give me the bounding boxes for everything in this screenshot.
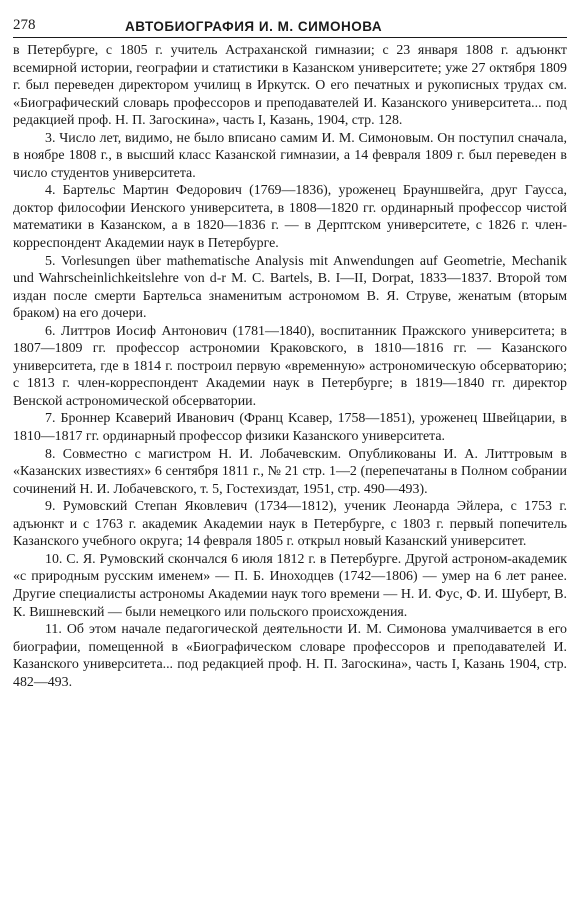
note-4: 4. Бартельс Мартин Федорович (1769—1836), уроженец Брауншвейга, друг Гаусса, доктор философии Иенского университета, в 1808—1820 гг. ординарный профессор чистой математики в Казанском, а в 1820—1836 г. — в Дерптском университете, с 1826 г. член-корреспондент Академии наук в Петербурге.: [13, 183, 567, 252]
notes-body: [13, 42, 567, 691]
note-9: 9. Румовский Степан Яковлевич (1734—1812), ученик Леонарда Эйлера, с 1753 г. адъюнкт и с 1763 г. академик Академии наук в Петербурге, с 1803 г. первый попечитель Казанского учебного округа; 14 февраля 1805 г. открыл новый Казанский университет.: [13, 499, 567, 550]
running-title: АВТОБИОГРАФИЯ И. М. СИМОНОВА: [125, 19, 383, 34]
note-5: 5. Vorlesungen über mathematische Analysis mit Anwendungen auf Geometrie, Mechanik und Wahrscheinlichkeitslehre von d-r M. C. Bartels, B. I—II, Dorpat, 1833—1837. Второй том издан после смерти Бартельса знаменитым астрономом В. Я. Струве, женатым (вторым браком) на его дочери.: [13, 253, 567, 322]
note-3: 3. Число лет, видимо, не было вписано самим И. М. Симоновым. Он поступил сначала, в ноябре 1808 г., в высший класс Казанской гимназии, а 14 февраля 1809 г. был переведен в число студентов университета.: [13, 130, 567, 181]
note-6: 6. Литтров Иосиф Антонович (1781—1840), воспитанник Пражского университета; в 1807—1809 гг. профессор астрономии Краковского, в 1810—1816 гг. — Казанского университета, где в 1814 г. построил первую «временную» астрономическую обсерваторию; с 1813 г. член-корреспондент Академии наук в Петербурге; в 1819—1840 гг. директор Венской астрономической обсерватории.: [13, 323, 567, 409]
note-10: 10. С. Я. Румовский скончался 6 июля 1812 г. в Петербурге. Другой астроном-академик «с природным русским именем» — П. Б. Иноходцев (1742—1806) — умер на 6 лет ранее. Другие специалисты астрономы Академии наук того времени — Н. И. Фус, Ф. И. Шуберт, В. К. Вишневский — были немецкого или польского происхождения.: [13, 551, 567, 620]
page-number: 278: [13, 17, 36, 33]
note-8: 8. Совместно с магистром Н. И. Лобачевским. Опубликованы И. А. Литтровым в «Казанских известиях» 6 сентября 1811 г., № 21 стр. 1—2 (перепечатаны в Полном собрании сочинений Н. И. Лобачевского, т. 5, Гостехиздат, 1951, стр. 490—493).: [13, 446, 567, 497]
note-11: 11. Об этом начале педагогической деятельности И. М. Симонова умалчивается в его биографии, помещенной в «Биографическом словаре профессоров и преподавателей И. Казанского университета... под редакцией проф. Н. П. Загоскина», часть I, Казань 1904, стр. 482—493.: [13, 622, 567, 690]
running-header: [13, 14, 567, 38]
note-continuation: в Петербурге, с 1805 г. учитель Астраханской гимназии; с 23 января 1808 г. адъюнкт всемирной истории, географии и статистики в Казанском университете; уже 27 октября 1809 г. был переведен директором училищ в Иркутск. О его печатных и рукописных трудах см. «Биографический словарь профессоров и преподавателей И. Казанского университета... под редакцией проф. Н. П. Загоскина», часть I, Казань, 1904, стр. 128.: [13, 43, 567, 129]
note-7: 7. Броннер Ксаверий Иванович (Франц Ксавер, 1758—1851), уроженец Швейцарии, в 1810—1817 гг. ординарный профессор физики Казанского университета.: [13, 411, 567, 445]
